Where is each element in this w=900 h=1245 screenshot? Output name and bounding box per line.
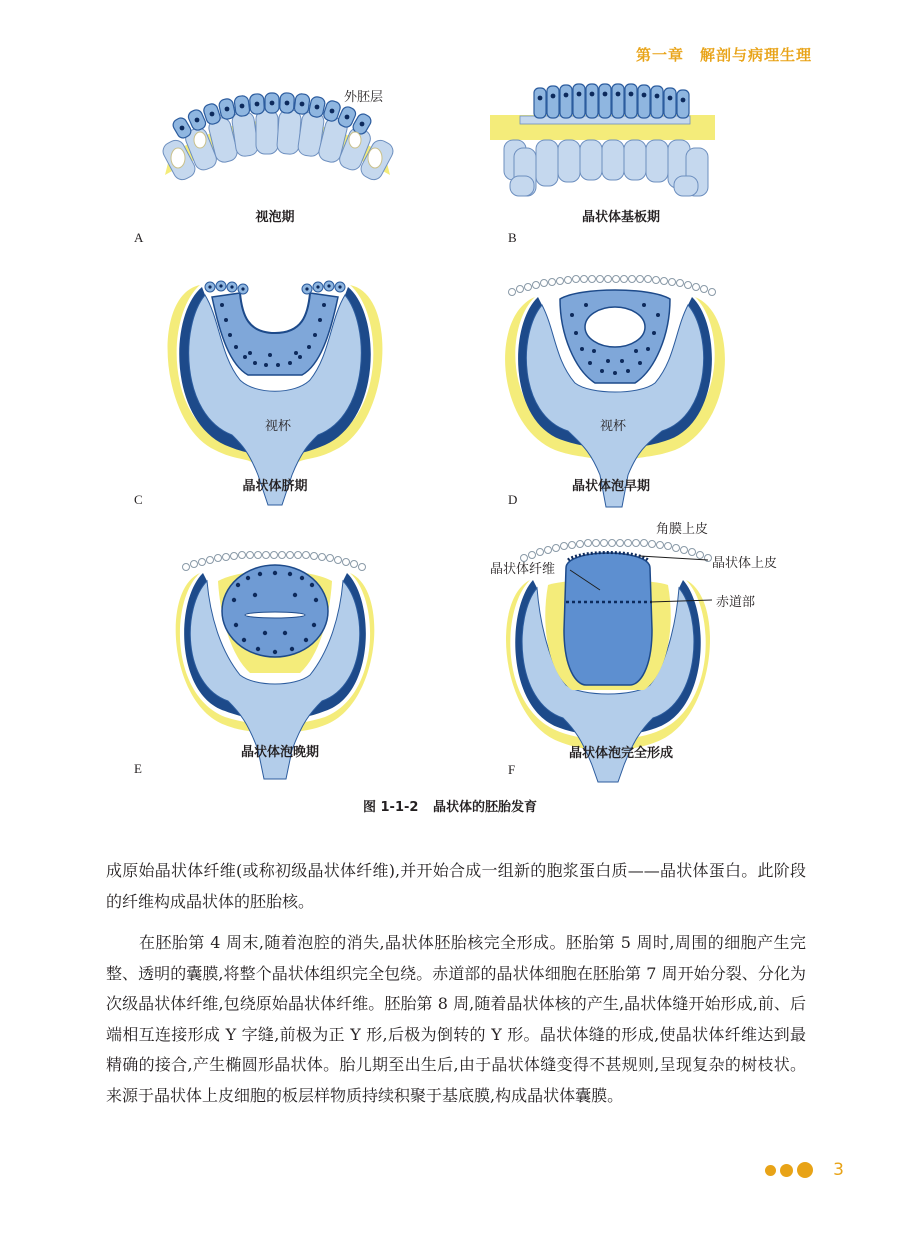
panel-letter-a: A: [134, 230, 144, 245]
label-optic-cup-d: 视杯: [600, 419, 627, 434]
label-corneal-epithelium: 角膜上皮: [656, 522, 709, 537]
panel-letter-e: E: [134, 761, 142, 776]
panel-letter-c: C: [134, 492, 143, 507]
stage-name-f: 晶状体泡完全形成: [568, 746, 673, 761]
decorative-dot-medium: [780, 1164, 793, 1177]
figure-panel-e: [130, 545, 420, 785]
figure-panel-f: [490, 510, 810, 785]
stage-name-c: 晶状体脐期: [242, 479, 308, 494]
panel-letter-f: F: [508, 762, 516, 777]
body-paragraph-1: 成原始晶状体纤维(或称初级晶状体纤维),并开始合成一组新的胞浆蛋白质——晶状体蛋白。此阶段的纤维构成晶状体的胚胎核。: [106, 861, 806, 911]
stage-name-e: 晶状体泡晚期: [240, 745, 319, 760]
page-footer: [765, 1160, 844, 1180]
figure-title: 晶状体的胚胎发育: [432, 800, 537, 815]
panel-letter-b: B: [508, 230, 517, 245]
figure-panel-b: [490, 80, 750, 250]
label-optic-cup-c: 视杯: [265, 419, 292, 434]
decorative-dot-small: [765, 1165, 776, 1176]
stage-name-d: 晶状体泡早期: [571, 479, 650, 494]
label-ectoderm: 外胚层: [344, 90, 384, 105]
body-paragraph-2: 在胚胎第 4 周末,随着泡腔的消失,晶状体胚胎核完全形成。胚胎第 5 周时,周围的细胞产生完整、透明的囊膜,将整个晶状体组织完全包绕。赤道部的晶状体细胞在胚胎第 7 周开始分裂、分化为次级晶状体纤维,包绕原始晶状体纤维。胚胎第 8 周,随着晶状体核的产生,晶状体缝开始形成,前、后端相互连接形成 Y 字缝,前极为正 Y 形,后极为倒转的 Y 形。晶状体缝的形成,使晶状体纤维达到最精确的接合,产生椭圆形晶状体。胎儿期至出生后,由于晶状体缝变得不甚规则,呈现复杂的树枝状。来源于晶状体上皮细胞的板层样物质持续积聚于基底膜,构成晶状体囊膜。: [106, 933, 806, 1105]
stage-name-a: 视泡期: [255, 210, 295, 225]
panel-letter-d: D: [508, 492, 518, 507]
label-lens-epithelium: 晶状体上皮: [712, 556, 778, 571]
figure-panel-d: [490, 275, 750, 515]
stage-name-b: 晶状体基板期: [581, 210, 660, 225]
label-lens-fibers: 晶状体纤维: [490, 562, 556, 577]
chapter-header: 第一章 解剖与病理生理: [635, 46, 812, 64]
decorative-dot-large: [797, 1162, 813, 1178]
figure-panel-a: [130, 80, 420, 250]
figure-number: 图 1-1-2: [362, 800, 419, 815]
figure-panel-c: [130, 275, 420, 515]
page-number: 3: [833, 1160, 844, 1180]
figure-caption: [0, 796, 900, 815]
label-equator: 赤道部: [716, 595, 756, 610]
